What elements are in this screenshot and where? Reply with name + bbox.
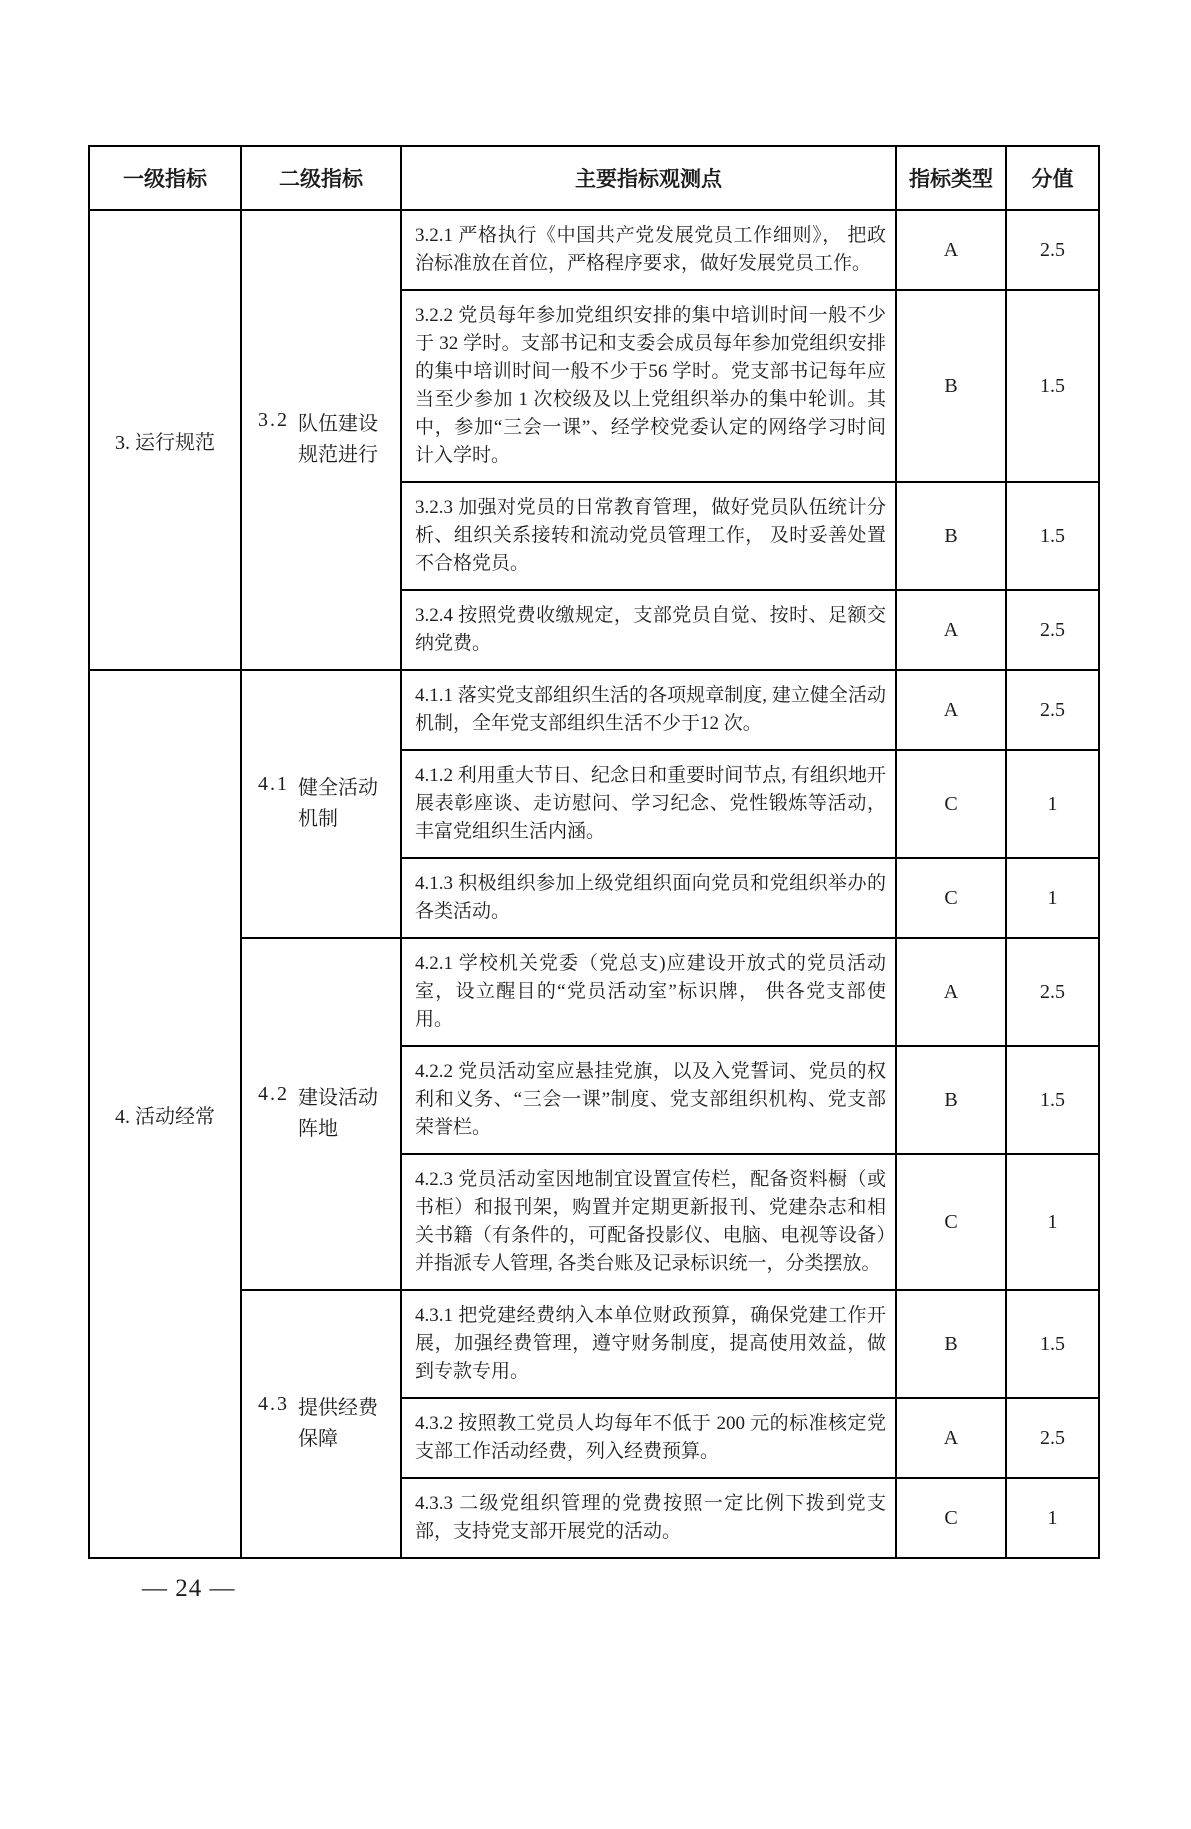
level2-text: 提供经费保障 bbox=[298, 1397, 378, 1450]
score-cell: 2.5 bbox=[1006, 938, 1099, 1046]
page-number: — 24 — bbox=[142, 1575, 236, 1602]
header-indicator-type: 指标类型 bbox=[896, 146, 1006, 210]
level1-indicator-cell: 3. 运行规范 bbox=[89, 210, 241, 670]
type-cell: A bbox=[896, 1398, 1006, 1478]
level2-indicator-label bbox=[258, 773, 384, 835]
level2-number: 4.3 bbox=[258, 1393, 289, 1415]
observation-cell: 4.2.3 党员活动室因地制宜设置宣传栏，配备资料橱（或书柜）和报刊架，购置并定期更新报刊、党建杂志和相关书籍（有条件的，可配备投影仪、电脑、电视等设备）并指派专人管理, 各类台账及记录标识统一，分类摆放。 bbox=[401, 1154, 896, 1290]
observation-cell: 3.2.2 党员每年参加党组织安排的集中培训时间一般不少于 32 学时。支部书记和支委会成员每年参加党组织安排的集中培训时间一般不少于56 学时。党支部书记每年应当至少参加 1 次校级及以上党组织举办的集中轮训。其中，参加“三会一课”、经学校党委认定的网络学习时间计入学时。 bbox=[401, 290, 896, 482]
score-cell: 1.5 bbox=[1006, 1290, 1099, 1398]
header-level2-indicator: 二级指标 bbox=[241, 146, 401, 210]
score-cell: 1 bbox=[1006, 858, 1099, 938]
type-cell: C bbox=[896, 1154, 1006, 1290]
header-score: 分值 bbox=[1006, 146, 1099, 210]
observation-cell: 4.1.2 利用重大节日、纪念日和重要时间节点, 有组织地开展表彰座谈、走访慰问、学习纪念、党性锻炼等活动，丰富党组织生活内涵。 bbox=[401, 750, 896, 858]
type-cell: B bbox=[896, 290, 1006, 482]
table-row bbox=[89, 1290, 1099, 1398]
level2-indicator-label bbox=[258, 1393, 384, 1455]
score-cell: 2.5 bbox=[1006, 1398, 1099, 1478]
type-cell: A bbox=[896, 210, 1006, 290]
observation-cell: 3.2.4 按照党费收缴规定，支部党员自觉、按时、足额交纳党费。 bbox=[401, 590, 896, 670]
table-row bbox=[89, 210, 1099, 290]
level2-indicator-cell bbox=[241, 210, 401, 670]
observation-cell: 4.3.1 把党建经费纳入本单位财政预算，确保党建工作开展，加强经费管理，遵守财务制度，提高使用效益，做到专款专用。 bbox=[401, 1290, 896, 1398]
level2-indicator-label bbox=[258, 409, 384, 471]
observation-cell: 4.2.2 党员活动室应悬挂党旗，以及入党誓词、党员的权利和义务、“三会一课”制度、党支部组织机构、党支部荣誉栏。 bbox=[401, 1046, 896, 1154]
type-cell: B bbox=[896, 1046, 1006, 1154]
observation-cell: 4.1.3 积极组织参加上级党组织面向党员和党组织举办的各类活动。 bbox=[401, 858, 896, 938]
type-cell: A bbox=[896, 590, 1006, 670]
score-cell: 1.5 bbox=[1006, 1046, 1099, 1154]
document-page bbox=[0, 145, 1191, 1829]
level2-number: 4.2 bbox=[258, 1083, 289, 1105]
type-cell: A bbox=[896, 670, 1006, 750]
observation-cell: 3.2.1 严格执行《中国共产党发展党员工作细则》， 把政治标准放在首位，严格程序要求，做好发展党员工作。 bbox=[401, 210, 896, 290]
score-cell: 1 bbox=[1006, 750, 1099, 858]
table-row bbox=[89, 670, 1099, 750]
header-observation-points: 主要指标观测点 bbox=[401, 146, 896, 210]
type-cell: C bbox=[896, 750, 1006, 858]
level2-number: 4.1 bbox=[258, 773, 289, 795]
level2-indicator-cell bbox=[241, 1290, 401, 1558]
level2-text: 建设活动阵地 bbox=[298, 1087, 378, 1140]
score-cell: 1 bbox=[1006, 1478, 1099, 1558]
level2-indicator-label bbox=[258, 1083, 384, 1145]
score-cell: 1.5 bbox=[1006, 290, 1099, 482]
type-cell: C bbox=[896, 858, 1006, 938]
indicator-table bbox=[88, 145, 1100, 1559]
observation-cell: 3.2.3 加强对党员的日常教育管理，做好党员队伍统计分析、组织关系接转和流动党员管理工作， 及时妥善处置不合格党员。 bbox=[401, 482, 896, 590]
type-cell: C bbox=[896, 1478, 1006, 1558]
observation-cell: 4.3.3 二级党组织管理的党费按照一定比例下拨到党支部，支持党支部开展党的活动。 bbox=[401, 1478, 896, 1558]
level2-indicator-cell bbox=[241, 938, 401, 1290]
score-cell: 2.5 bbox=[1006, 210, 1099, 290]
level2-number: 3.2 bbox=[258, 409, 289, 431]
score-cell: 1 bbox=[1006, 1154, 1099, 1290]
level2-indicator-cell bbox=[241, 670, 401, 938]
level2-text: 健全活动机制 bbox=[298, 777, 378, 830]
header-row bbox=[89, 146, 1099, 210]
observation-cell: 4.2.1 学校机关党委（党总支)应建设开放式的党员活动室，设立醒目的“党员活动室”标识牌， 供各党支部使用。 bbox=[401, 938, 896, 1046]
type-cell: B bbox=[896, 1290, 1006, 1398]
level1-indicator-cell: 4. 活动经常 bbox=[89, 670, 241, 1558]
header-level1-indicator: 一级指标 bbox=[89, 146, 241, 210]
observation-cell: 4.1.1 落实党支部组织生活的各项规章制度, 建立健全活动机制，全年党支部组织生活不少于12 次。 bbox=[401, 670, 896, 750]
level2-text: 队伍建设规范进行 bbox=[298, 413, 378, 466]
type-cell: B bbox=[896, 482, 1006, 590]
table-row bbox=[89, 938, 1099, 1046]
score-cell: 2.5 bbox=[1006, 590, 1099, 670]
observation-cell: 4.3.2 按照教工党员人均每年不低于 200 元的标准核定党支部工作活动经费，列入经费预算。 bbox=[401, 1398, 896, 1478]
type-cell: A bbox=[896, 938, 1006, 1046]
score-cell: 2.5 bbox=[1006, 670, 1099, 750]
score-cell: 1.5 bbox=[1006, 482, 1099, 590]
